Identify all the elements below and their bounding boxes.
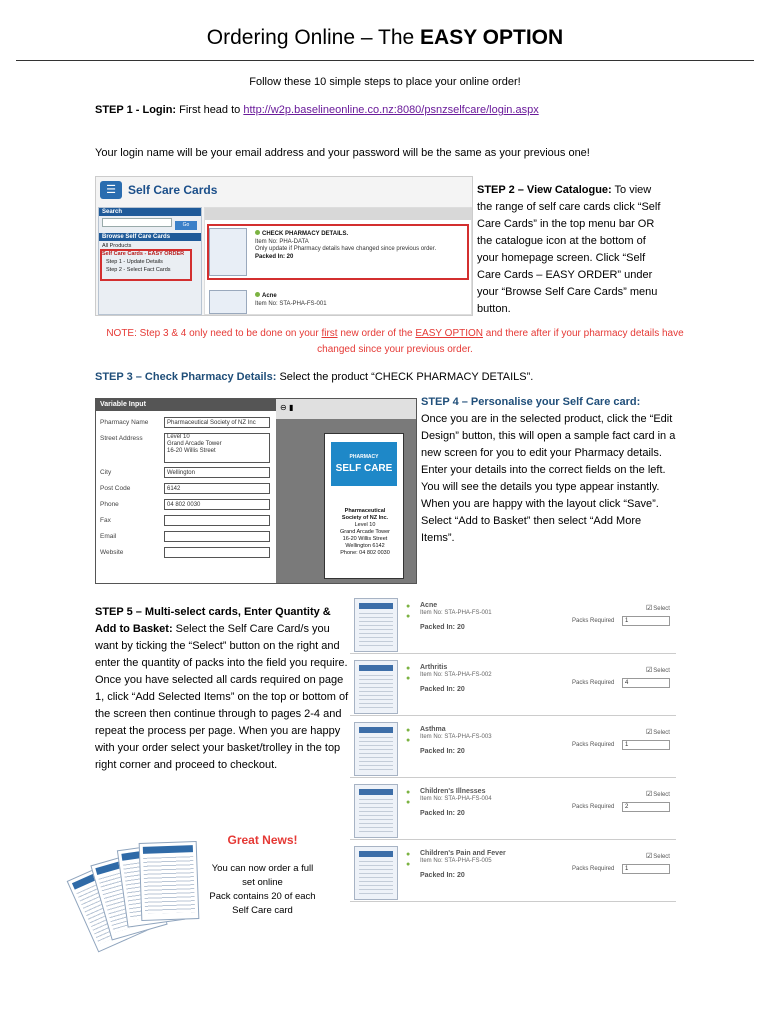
select-checkbox[interactable]: ☑ Select [646,728,670,736]
pharmacy-name-field[interactable]: Pharmaceutical Society of NZ Inc [164,417,270,428]
field-label: Post Code [100,485,131,492]
select-checkbox[interactable]: ☑ Select [646,852,670,860]
step1: STEP 1 - Login: First head to http://w2p.baselineonline.co.nz:8080/psnzselfcare/login.aspx [95,104,539,116]
product-thumbnail [354,846,398,900]
step4: STEP 4 – Personalise your Self Care card: Once you are in the selected product, click the “Edit Design” button, this will open a sample fact card in a new screen for you to edit your Pharmacy details. Enter your details into the correct fields on the left. You will see the details you type appear instantly. When you are happy with the layout click “Save”. Select “Add to Basket” then select “Add More Items”. [421,396,676,544]
list-item: ● ● Children's Illnesses Item No: STA-PHA-FS-004 Packed In: 20 ☑ Select Packs Required 2 [350,780,676,840]
product-thumbnail [354,598,398,652]
website-field[interactable] [164,547,270,558]
post-code-field[interactable]: 6142 [164,483,270,494]
variable-input-screenshot [95,398,417,584]
browse-heading: Browse Self Care Cards [99,233,201,241]
add-icon[interactable]: ● ● [406,603,411,620]
field-label: Street Address [100,435,143,442]
quantity-input[interactable]: 4 [622,678,670,688]
select-checkbox[interactable]: ☑ Select [646,604,670,612]
sub-step1-link[interactable]: Step 1 - Update Details [106,259,163,265]
field-label: Pharmacy Name [100,419,149,426]
zoom-icon[interactable]: ⊖ [280,403,287,412]
product-list-screenshot [350,590,676,910]
self-care-logo: PHARMACY SELF CARE [331,442,397,486]
sub-step2-link[interactable]: Step 2 - Select Fact Cards [106,267,171,273]
intro-text: Follow these 10 simple steps to place your online order! [249,76,521,88]
step2: STEP 2 – View Catalogue: To view the range of self care cards click “Self Care Cards” in the top menu bar OR the catalogue icon at the bottom of your homepage screen. Click “Self Care Cards – EASY ORDER” under your “Browse Self Care Cards” menu button. [477,184,661,315]
sample-card-preview [324,433,404,579]
card-stack-image [70,838,200,958]
great-news-text: You can now order a full set online Pack contains 20 of each Self Care card [209,863,316,916]
list-item: ● ● Arthritis Item No: STA-PHA-FS-002 Packed In: 20 ☑ Select Packs Required 4 [350,656,676,716]
highlight-box [207,224,469,280]
field-label: Fax [100,517,111,524]
title-divider [16,60,754,61]
app-header [96,177,296,203]
app-title: Self Care Cards [128,183,218,197]
add-icon[interactable]: ● ● [406,727,411,744]
step3: STEP 3 – Check Pharmacy Details: Select the product “CHECK PHARMACY DETAILS”. [95,371,534,383]
input-panel [96,411,276,584]
product-area [204,207,472,315]
catalogue-icon: ☰ [100,181,122,199]
product-check-details[interactable]: CHECK PHARMACY DETAILS. Item No: PHA-DATA Only update if Pharmacy details have changed since previous order. Packed In: 20 [209,228,465,278]
great-news-heading: Great News! [227,833,298,847]
select-checkbox[interactable]: ☑ Select [646,666,670,674]
field-label: Email [100,533,117,540]
toolbar [205,208,473,220]
search-go-button[interactable]: Go [175,221,197,230]
list-item: ● ● Asthma Item No: STA-PHA-FS-003 Packed In: 20 ☑ Select Packs Required 1 [350,718,676,778]
login-note: Your login name will be your email address and your password will be the same as your previous one! [95,147,590,159]
card-pharmacy-details: Pharmaceutical Society of NZ Inc. Level 10 Grand Arcade Tower 16-20 Willis Street Wellington 6142 Phone: 04 802 0030 [339,508,391,556]
email-field[interactable] [164,531,270,542]
phone-field[interactable]: 04 802 0030 [164,499,270,510]
street-address-field[interactable]: Level 10 Grand Arcade Tower 16-20 Willis Street [164,433,270,463]
preview-toolbar [276,399,417,419]
product-thumbnail [354,660,398,714]
product-thumbnail [354,722,398,776]
note: NOTE: Step 3 & 4 only need to be done on your first new order of the EASY OPTION and there after if your pharmacy details have changed since your previous order. [106,328,684,355]
field-label: City [100,469,112,476]
field-label: Phone [100,501,119,508]
quantity-input[interactable]: 1 [622,864,670,874]
city-field[interactable]: Wellington [164,467,270,478]
list-item: ● ● Children's Pain and Fever Item No: STA-PHA-FS-005 Packed In: 20 ☑ Select Packs Required 1 [350,842,676,902]
add-icon[interactable]: ● ● [406,665,411,682]
add-icon[interactable]: ● ● [406,851,411,868]
catalogue-screenshot [95,176,473,316]
quantity-input[interactable]: 1 [622,616,670,626]
all-products-link[interactable]: All Products [102,243,132,249]
page-title: Ordering Online – The EASY OPTION [206,26,564,49]
list-item: ● ● Acne Item No: STA-PHA-FS-001 Packed In: 20 ☑ Select Packs Required 1 [350,594,676,654]
select-checkbox[interactable]: ☑ Select [646,790,670,798]
product-thumbnail [209,290,247,314]
fax-field[interactable] [164,515,270,526]
highlight-box [100,249,192,281]
step5: STEP 5 – Multi-select cards, Enter Quantity & Add to Basket: Select the Self Care Card/s you want by ticking the “Select” button on the right and enter the quantity of packs into the field you require. Once you have selected all cards required on page 1, click “Add Selected Items” on the top or bottom of the screen then continue through to pages 2-4 and repeat the process per page. When you are happy with your order select your basket/trolley in the top right corner and proceed to checkout. [95,606,349,771]
search-heading: Search [99,208,201,216]
step1-label: STEP 1 - Login: [95,104,177,116]
add-icon[interactable]: ● ● [406,789,411,806]
quantity-input[interactable]: 1 [622,740,670,750]
easy-order-link[interactable]: Self Care Cards - EASY ORDER [102,251,185,257]
variable-input-header: Variable Input [96,399,276,411]
product-acne[interactable]: Acne Item No: STA-PHA-FS-001 [209,290,465,316]
card-sheet [139,841,200,921]
product-thumbnail [354,784,398,838]
field-label: Website [100,549,124,556]
quantity-input[interactable]: 2 [622,802,670,812]
add-icon [255,292,260,297]
login-link[interactable]: http://w2p.baselineonline.co.nz:8080/psnzselfcare/login.aspx [243,104,539,116]
search-input[interactable] [102,218,172,227]
pages-icon[interactable]: ▮ [288,403,294,412]
